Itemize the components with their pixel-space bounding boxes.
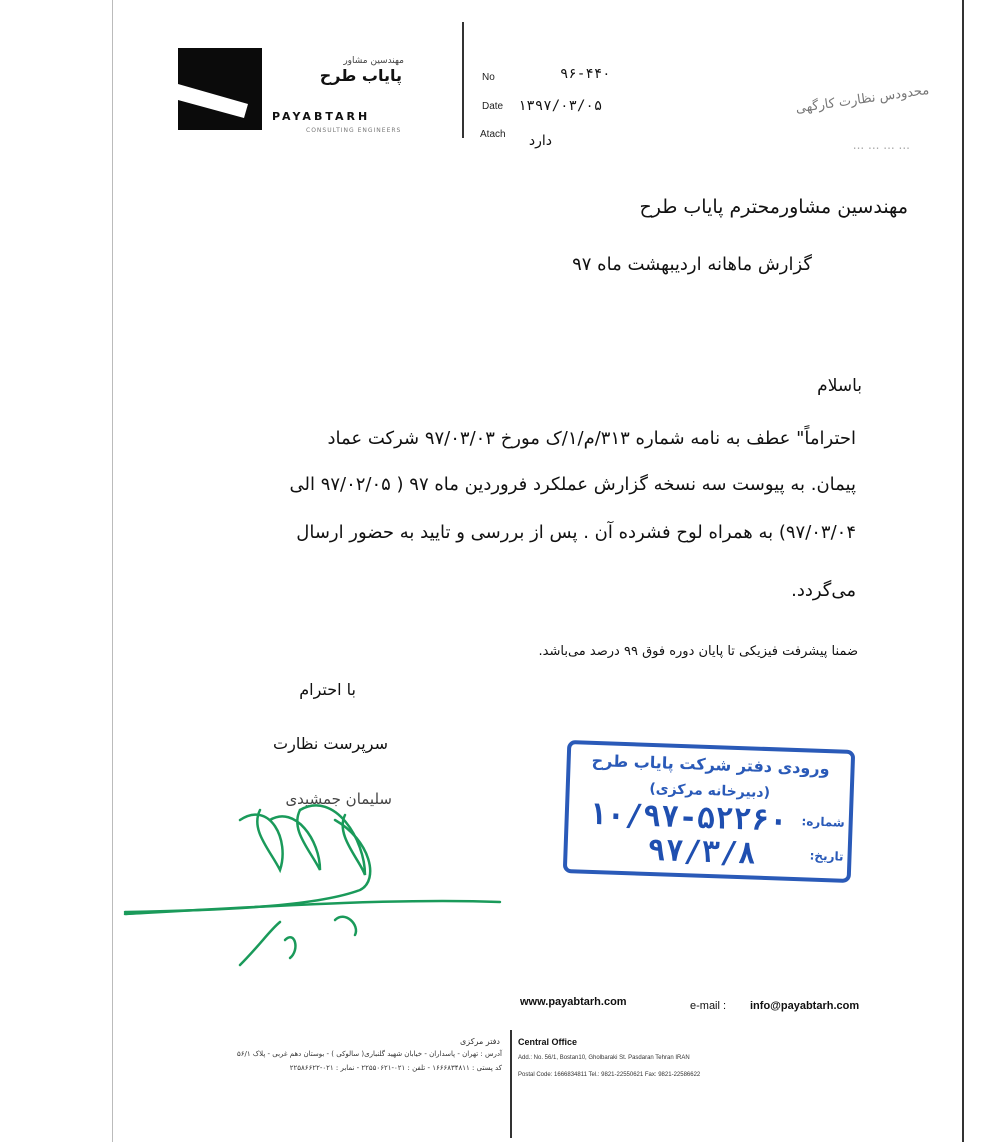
logo-stripe-icon — [178, 48, 262, 130]
office-en-contact: Postal Code: 1666834811 Tel.: 9821-22550621 Fax: 9821-22586622 — [518, 1072, 701, 1078]
stamp-number-value: ۱۰/۹۷-۵۲۲۶۰ — [588, 796, 789, 839]
stamp-number-label: شماره: — [801, 814, 845, 830]
logo-name-en: PAYABTARH — [272, 110, 371, 123]
subject: گزارش ماهانه اردیبهشت ماه ۹۷ — [572, 254, 812, 275]
header-divider — [462, 22, 464, 138]
signer-title: سرپرست نظارت — [273, 734, 388, 753]
scan-edge-left — [112, 0, 113, 1142]
footer-email-value[interactable]: info@payabtarh.com — [750, 1000, 860, 1012]
logo-mark — [178, 48, 262, 130]
stamp-title: ورودی دفتر شرکت پایاب طرح — [591, 750, 830, 779]
signer-name: سلیمان جمشیدی — [285, 790, 392, 808]
note: ضمنا پیشرفت فیزیکی تا پایان دوره فوق ۹۹ درصد می‌باشد. — [538, 644, 858, 659]
logo-name-fa: پایاب طرح — [319, 66, 402, 85]
office-fa-contact: کد پستی : ۱۶۶۶۸۳۴۸۱۱ - تلفن : ۰۲۱-۲۲۵۵۰۶۲۱ - نمابر : ۰۲۱-۲۲۵۸۶۶۲۲ — [289, 1064, 502, 1072]
logo-subtitle: مهندسین مشاور — [343, 56, 404, 66]
handwritten-signature — [120, 780, 510, 980]
no-value: ۹۶-۴۴۰ — [560, 66, 611, 82]
office-fa-title: دفتر مرکزی — [460, 1037, 500, 1046]
received-stamp — [563, 740, 855, 883]
body-line-3: ۹۷/۰۳/۰۴) به همراه لوح فشرده آن . پس از بررسی و تایید به حضور ارسال — [296, 522, 856, 543]
body-line-2: پیمان. به پیوست سه نسخه گزارش عملکرد فروردین ماه ۹۷ ( ۹۷/۰۲/۰۵ الی — [289, 474, 856, 495]
attach-value: دارد — [528, 133, 552, 149]
office-fa-address: آدرس : تهران - پاسداران - خیابان شهید گلنباری( سالوکی ) - بوستان دهم غربی - پلاک ۵۶/۱ — [237, 1050, 502, 1058]
addressee: مهندسین مشاورمحترم پایاب طرح — [639, 196, 908, 218]
body-line-1: احتراماً" عطف به نامه شماره ۳۱۳/م/۱/ک مورخ ۹۷/۰۳/۰۳ شرکت عماد — [327, 428, 856, 449]
footer-divider — [510, 1030, 512, 1138]
footer-website[interactable]: www.payabtarh.com — [520, 996, 627, 1008]
footer-email-label: e-mail : — [690, 1000, 727, 1012]
office-en-address: Add.: No. 56/1, Bostan10, Gholbaraki St. Pasdaran Tehran IRAN — [518, 1055, 690, 1061]
stamp-date-label: تاریخ: — [809, 848, 844, 864]
logo-tagline: CONSULTING ENGINEERS — [306, 127, 402, 134]
date-value: ۱۳۹۷/۰۳/۰۵ — [518, 98, 603, 114]
body-line-4: می‌گردد. — [791, 580, 856, 601]
attach-label: Atach — [480, 129, 506, 140]
recipient-line-1: محدودس نظارت کارگهی — [794, 82, 931, 117]
closing: با احترام — [299, 680, 356, 699]
recipient-line-2: ... ... ... ... — [852, 138, 910, 152]
office-en-title: Central Office — [518, 1037, 578, 1047]
stamp-date-value: ۹۷/۳/۸ — [646, 832, 757, 872]
scan-edge-right — [962, 0, 964, 1142]
no-label: No — [482, 72, 495, 83]
stamp-subtitle: (دبیرخانه مرکزی) — [649, 780, 771, 802]
date-label: Date — [482, 101, 504, 112]
greeting: باسلام — [817, 376, 862, 396]
